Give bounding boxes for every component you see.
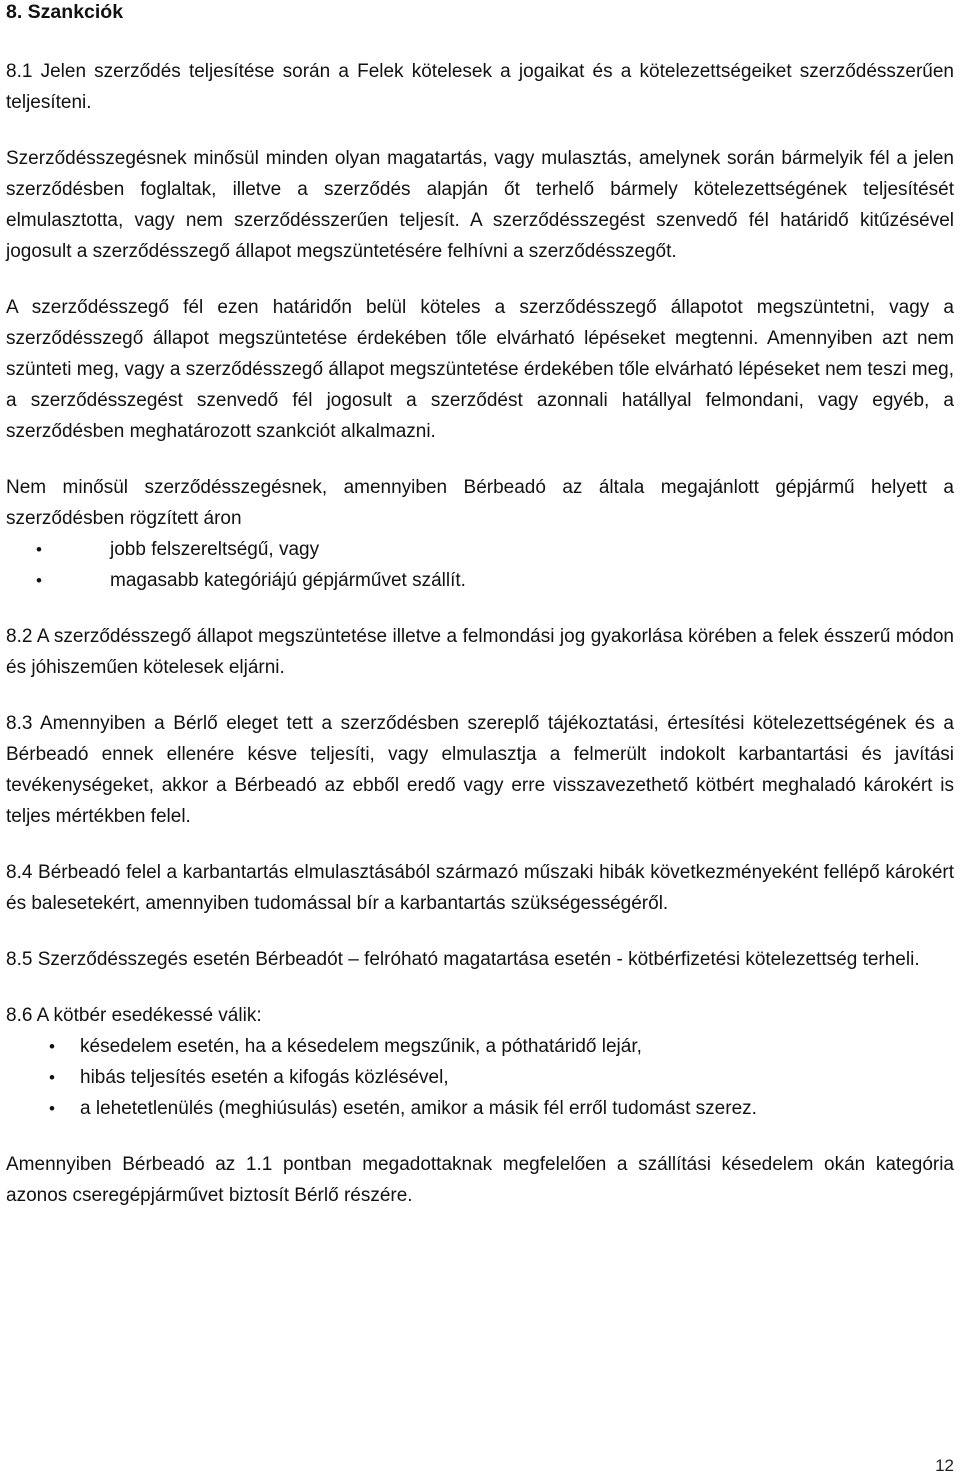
list-item — [6, 534, 954, 565]
list-item-text: magasabb kategóriájú gépjárművet szállít. — [110, 570, 466, 591]
list-item-text: hibás teljesítés esetén a kifogás közlésével, — [80, 1067, 449, 1088]
page-number: 12 — [935, 1456, 954, 1475]
bullet-icon: • — [49, 1099, 55, 1118]
list-item — [6, 1062, 954, 1093]
list-item-text: késedelem esetén, ha a késedelem megszűnik, a póthatáridő lejár, — [80, 1036, 642, 1057]
paragraph-not-breach: Nem minősül szerződésszegésnek, amennyiben Bérbeadó az általa megajánlott gépjármű helyett a szerződésben rögzített áron — [6, 477, 954, 529]
paragraph-breach-definition: Szerződésszegésnek minősül minden olyan magatartás, vagy mulasztás, amelynek során bármelyik fél a jelen szerződésben foglaltak, illetve a szerződés alapján őt terhelő bármely kötelezettségének teljesítését elmulasztotta, vagy nem szerződésszerűen teljesít. A szerződésszegést szenvedő fél határidő kitűzésével jogosult a szerződésszegő állapot megszüntetésére felhívni a szerződésszegőt. — [6, 148, 954, 262]
bullet-icon: • — [49, 1037, 55, 1056]
list-not-breach — [6, 534, 954, 596]
paragraph-8-4: 8.4 Bérbeadó felel a karbantartás elmulasztásából származó műszaki hibák következményeként fellépő károkért és balesetekért, amennyiben tudomással bír a karbantartás szükségességéről. — [6, 862, 954, 914]
list-item-text: a lehetetlenülés (meghiúsulás) esetén, amikor a másik fél erről tudomást szerez. — [80, 1098, 757, 1119]
bullet-icon: • — [36, 571, 42, 590]
document-page — [6, 0, 954, 1236]
section-heading: 8. Szankciók — [6, 1, 124, 23]
paragraph-8-6: 8.6 A kötbér esedékessé válik: — [6, 1005, 262, 1026]
paragraph-replacement: Amennyiben Bérbeadó az 1.1 pontban megadottaknak megfelelően a szállítási késedelem okán kategória azonos cseregépjárművet biztosít Bérlő részére. — [6, 1154, 954, 1206]
list-item — [6, 565, 954, 596]
list-item — [6, 1031, 954, 1062]
paragraph-8-5: 8.5 Szerződésszegés esetén Bérbeadót – felróható magatartása esetén - kötbérfizetési kötelezettség terheli. — [6, 949, 920, 970]
paragraph-8-2: 8.2 A szerződésszegő állapot megszüntetése illetve a felmondási jog gyakorlása körében a felek ésszerű módon és jóhiszeműen kötelesek eljárni. — [6, 626, 954, 678]
paragraph-8-3: 8.3 Amennyiben a Bérlő eleget tett a szerződésben szereplő tájékoztatási, értesítési kötelezettségének és a Bérbeadó ennek ellenére késve teljesíti, vagy elmulasztja a felmerült indokolt karbantartási és javítási tevékenységeket, akkor a Bérbeadó az ebből eredő vagy erre visszavezethető kötbért meghaladó károkért is teljes mértékben felel. — [6, 713, 954, 827]
paragraph-8-1: 8.1 Jelen szerződés teljesítése során a Felek kötelesek a jogaikat és a kötelezettségeiket szerződésszerűen teljesíteni. — [6, 61, 954, 113]
list-item — [6, 1093, 954, 1124]
bullet-icon: • — [49, 1068, 55, 1087]
list-item-text: jobb felszereltségű, vagy — [110, 539, 320, 560]
paragraph-breaching-party: A szerződésszegő fél ezen határidőn belül köteles a szerződésszegő állapotot megszüntetni, vagy a szerződésszegő állapot megszüntetése érdekében tőle elvárható lépéseket megtenni. Amennyiben azt nem szünteti meg, vagy a szerződésszegő állapot megszüntetése érdekében tőle elvárható lépéseket nem teszi meg, a szerződésszegést szenvedő fél jogosult a szerződést azonnali hatállyal felmondani, vagy egyéb, a szerződésben meghatározott szankciót alkalmazni. — [6, 297, 954, 442]
list-penalty — [6, 1031, 954, 1124]
bullet-icon: • — [36, 540, 42, 559]
